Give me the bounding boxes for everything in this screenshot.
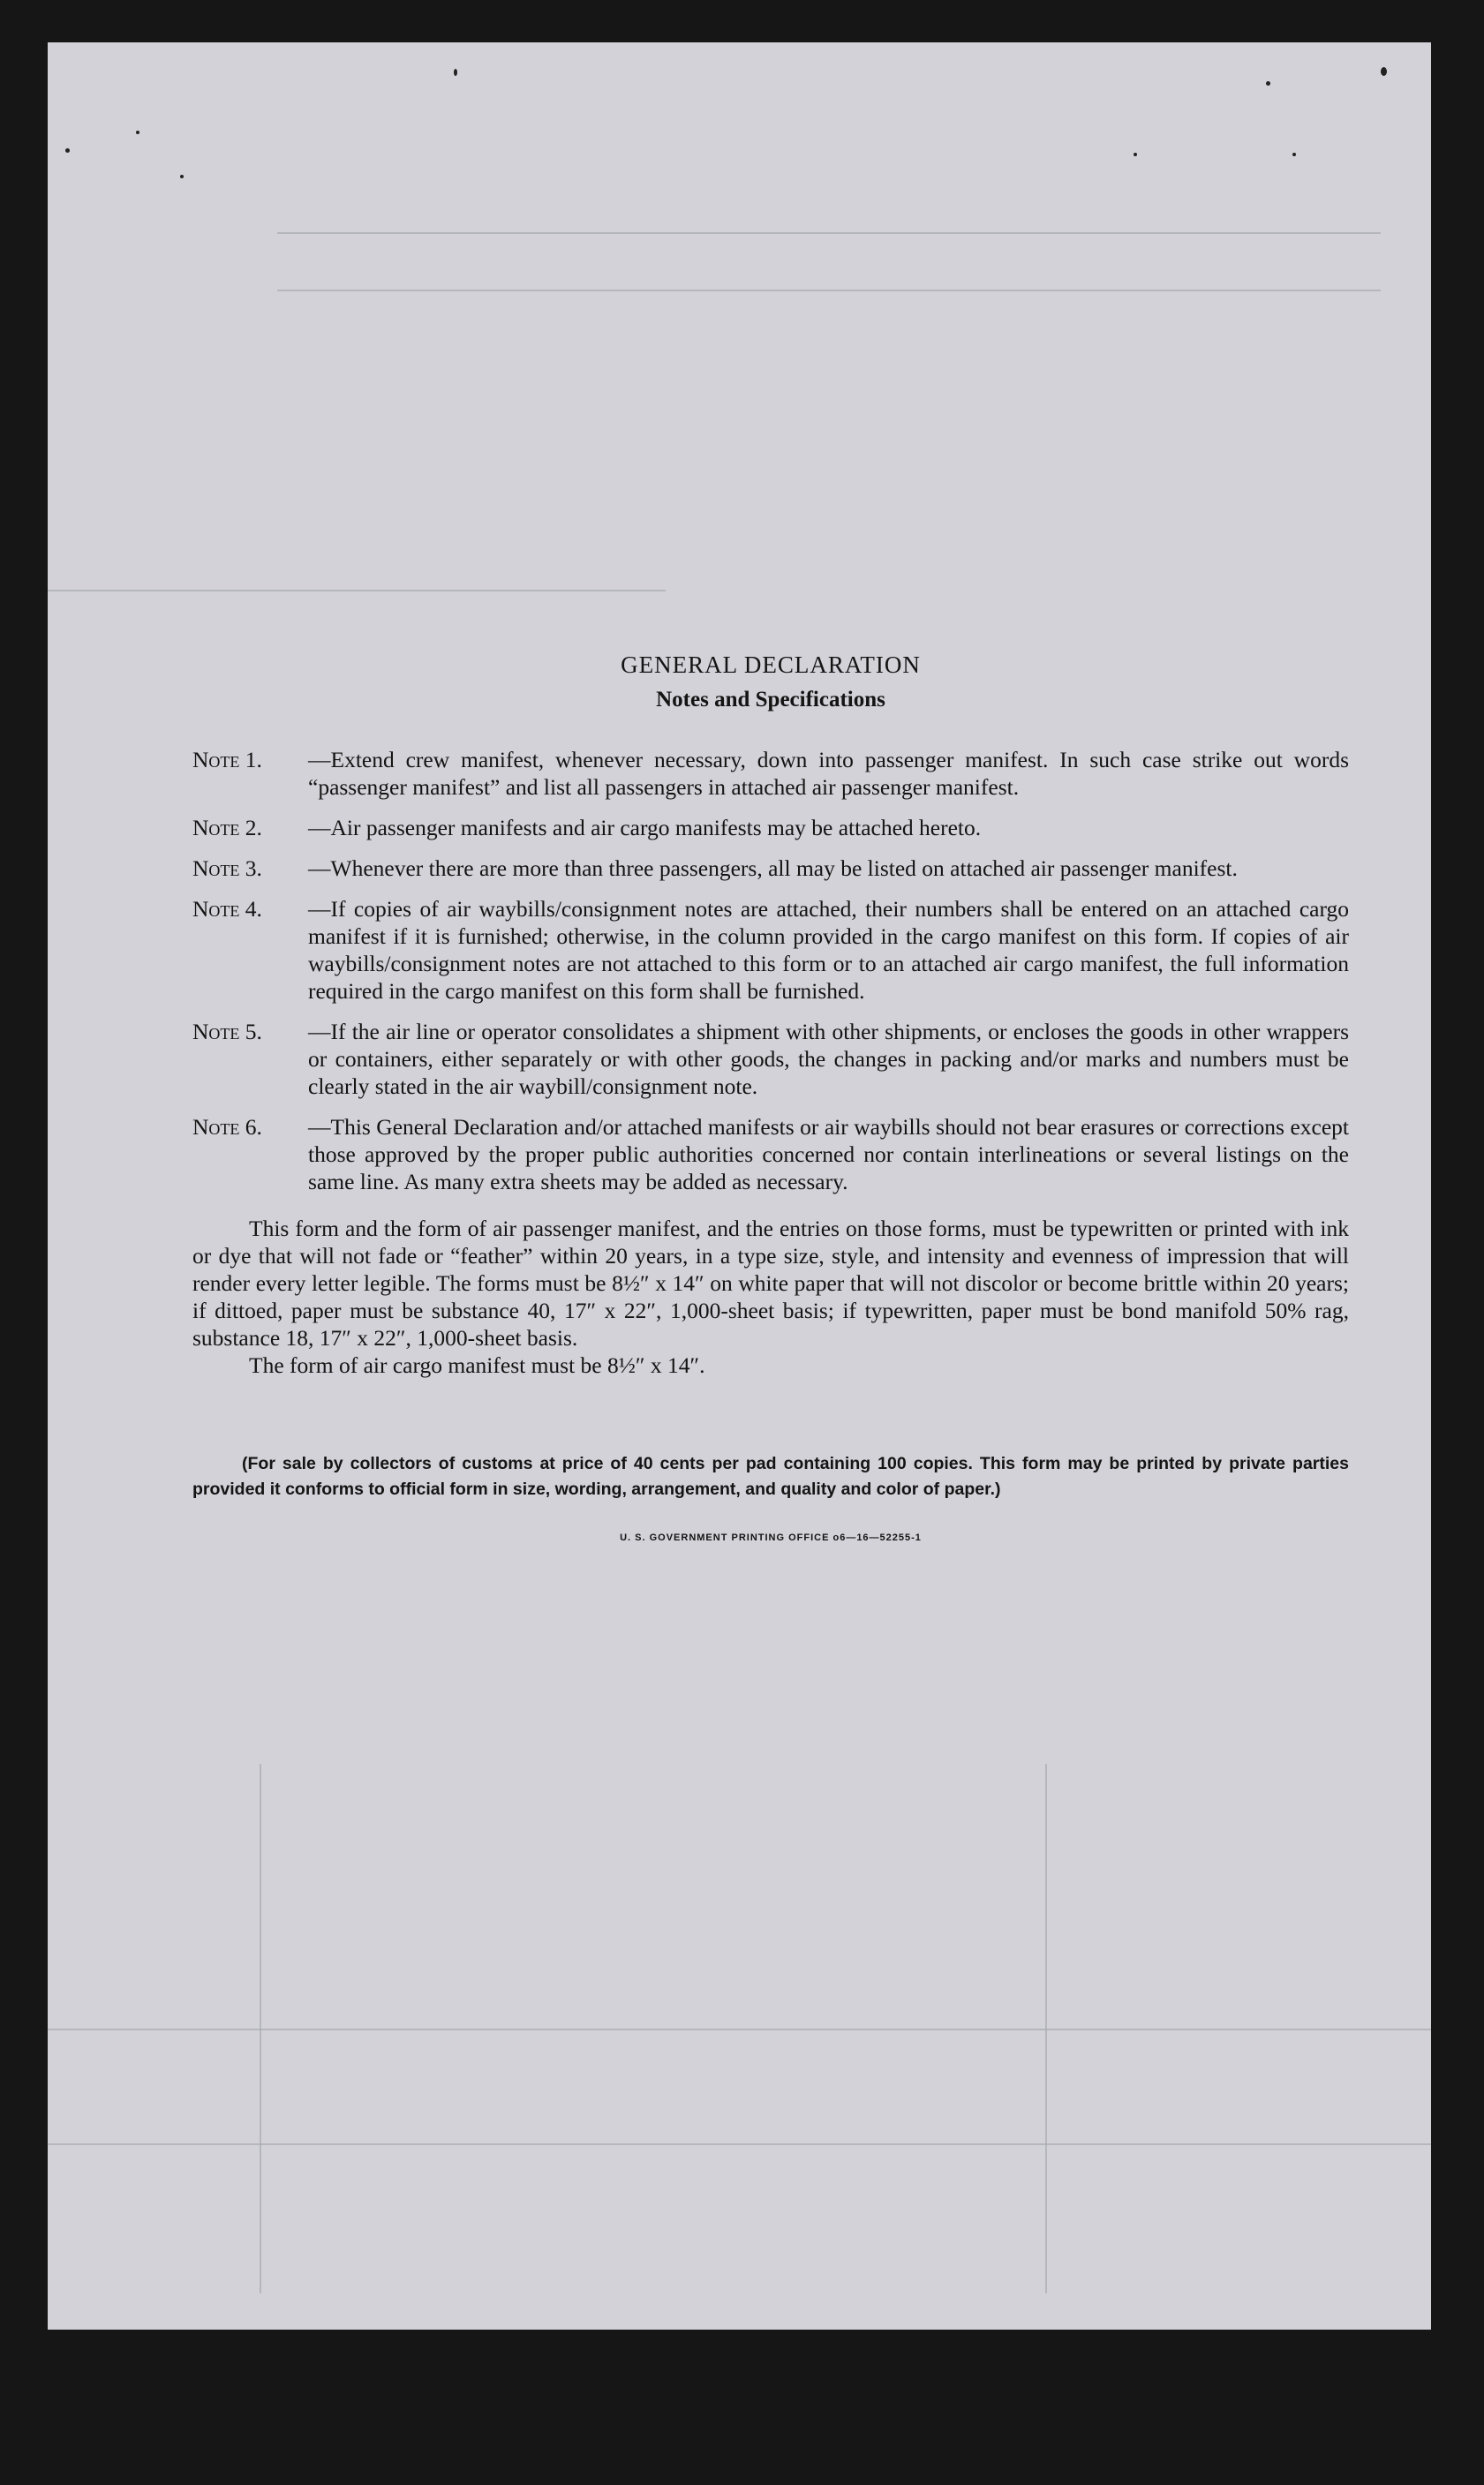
sale-notice [192,1451,1349,1502]
declaration-notes [192,651,1349,1543]
form-requirements [192,1215,1349,1379]
note-3 [192,855,1349,882]
printer-imprint: U. S. GOVERNMENT PRINTING OFFICE o6—16—52255-1 [620,1532,922,1543]
cargo-manifest-size-paragraph: The form of air cargo manifest must be 8½″ x 14″. [249,1352,705,1378]
note-1 [192,746,1349,801]
sale-notice-text: (For sale by collectors of customs at price of 40 cents per pad containing 100 copies. This form may be printed by private parties provided it conforms to official form in size, wording, arrangement, and quality and color of paper.) [192,1454,1349,1499]
document-subtitle: Notes and Specifications [656,688,885,712]
dust-speck [180,175,184,178]
bleed-through-rule [277,232,1381,234]
note-text: —Air passenger manifests and air cargo manifests may be attached hereto. [308,815,982,840]
bleed-through-rule [277,290,1381,291]
note-text: —Whenever there are more than three passengers, all may be listed on attached air passenger manifest. [308,855,1238,881]
note-6 [192,1113,1349,1195]
note-label: Note 5. [192,1019,262,1044]
note-label: Note 4. [192,896,262,922]
dust-speck [136,131,139,134]
bleed-through-rule [1045,1764,1047,2293]
dust-speck [1292,153,1296,156]
note-2 [192,814,1349,841]
bleed-through-rule [48,590,666,591]
bleed-through-rule [48,2143,1431,2145]
note-4 [192,895,1349,1005]
note-text: —If copies of air waybills/consignment notes are attached, their numbers shall be entered on an attached cargo manifest if it is furnished; otherwise, in the column provided in the cargo manifest on this form. If copies of air waybills/consignment notes are not attached to this form or to an attached air cargo manifest, the full information required in the cargo manifest on this form shall be furnished. [308,896,1349,1004]
dust-speck [1266,81,1270,86]
dust-speck [65,148,70,153]
note-label: Note 2. [192,815,262,840]
document-title: GENERAL DECLARATION [621,651,921,678]
dust-speck [454,69,457,76]
note-label: Note 6. [192,1114,262,1140]
note-label: Note 1. [192,747,262,772]
dust-speck [1381,67,1387,76]
note-5 [192,1018,1349,1100]
note-text: —This General Declaration and/or attached manifests or air waybills should not bear erasures or corrections except those approved by the proper public authorities concerned nor contain interlineations or several listings on the same line. As many extra sheets may be added as necessary. [308,1114,1349,1194]
document-page [48,42,1431,2330]
note-text: —If the air line or operator consolidates a shipment with other shipments, or encloses the goods in other wrappers or containers, either separately or with other goods, the changes in packing and/or marks and numbers must be clearly stated in the air waybill/consignment note. [308,1019,1349,1099]
bleed-through-rule [260,1764,261,2293]
paper-requirements-paragraph: This form and the form of air passenger manifest, and the entries on those forms, must be typewritten or printed with ink or dye that will not fade or “feather” within 20 years, in a type size, style, and intensity and evenness of impression that will render every letter legible. The forms must be 8½″ x 14″ on white paper that will not discolor or become brittle within 20 years; if dittoed, paper must be substance 40, 17″ x 22″, 1,000-sheet basis; if typewritten, paper must be bond manifold 50% rag, substance 18, 17″ x 22″, 1,000-sheet basis. [192,1216,1349,1351]
bleed-through-rule [48,2029,1431,2030]
note-label: Note 3. [192,855,262,881]
dust-speck [1134,153,1137,156]
note-text: —Extend crew manifest, whenever necessary, down into passenger manifest. In such case strike out words “passenger manifest” and list all passengers in attached air passenger manifest. [308,747,1349,800]
